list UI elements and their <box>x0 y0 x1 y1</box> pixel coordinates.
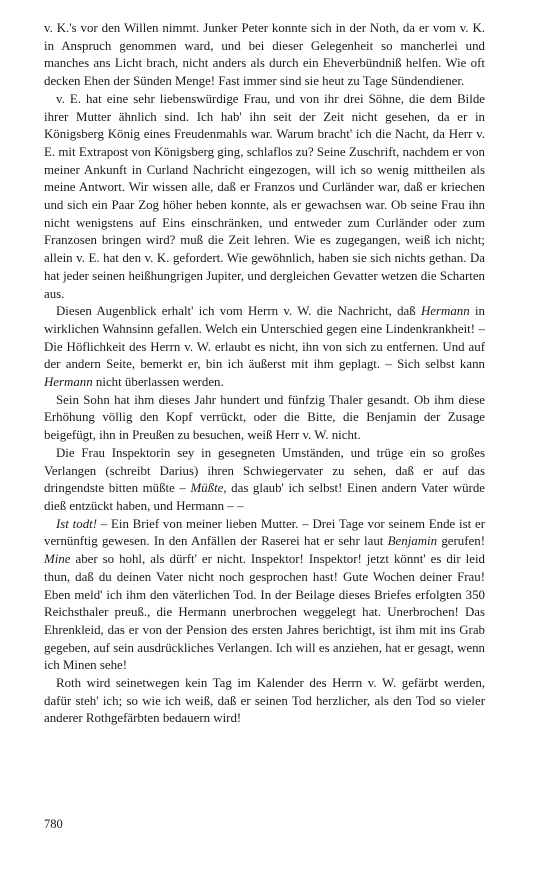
text-run: in wirklichen Wahnsinn gefallen. Welch ein Unterschied gegen eine Lindenkrankheit! – Die Höflichkeit des Herrn v. W. erlaubt es nicht, ihn von sich zu entfernen. Und auf der andern Seite, bemerkt er, bin ich äußerst mit ihm geplagt. – Sich selbst kann <box>44 304 486 372</box>
text-run: nicht überlassen werden. <box>92 375 224 390</box>
paragraph <box>44 516 485 675</box>
text-run: aber so hohl, als dürft' er nicht. Inspektor! Inspektor! jetzt könnt' es dir leid thun, daß du deinen Vater nicht noch gesprochen hast! Gute Wochen deiner Frau! Eben meld' ich ihm den väterlichen Tod. In der Beilage dieses Briefes erfolgten 350 Reichsthaler preuß., die Hermann unerbrochen weggelegt hat. Unerbrochen! Das Ehrenkleid, das er von der Pension des ersten Jahres berichtigt, ist ihm mit ins Grab gegeben, auf sein ausdrückliches Verlangen. Ich will es anziehen, hat er gesagt, wenn ich Minen sehe! <box>44 552 485 673</box>
emphasized-text: Ist todt! <box>56 516 98 531</box>
paragraph <box>44 445 485 516</box>
emphasized-text: Mine <box>44 552 71 567</box>
text-run: – Ein Brief von meiner lieben Mutter. – Drei Tage vor seinem Ende ist er vernünftig gewesen. In den Anfällen der Raserei hat er sehr laut <box>44 516 485 549</box>
text-run: Diesen Augenblick erhalt' ich vom Herrn v. W. die Nachricht, daß <box>56 304 421 319</box>
text-run: Sein Sohn hat ihm dieses Jahr hundert und fünfzig Thaler gesandt. Ob ihm diese Erhöhung völlig den Kopf verrückt, oder die Bitte, die Benjamin der Zusage beigefügt, ihn in Preußen zu besuchen, weiß Herr v. W. nicht. <box>44 392 485 443</box>
paragraph <box>44 303 485 392</box>
paragraph <box>44 392 485 445</box>
emphasized-text: Benjamin <box>387 534 438 549</box>
page-number: 780 <box>44 817 63 831</box>
paragraph <box>44 20 485 91</box>
paragraph <box>44 91 485 303</box>
text-run: Die Frau Inspektorin sey in gesegneten Umständen, und trüge ein so großes Verlangen (schreibt Darius) ihren Schwiegervater zu sehen, daß er auf das dringendste bitten müßte – <box>44 445 485 496</box>
emphasized-text: Hermann <box>44 375 93 390</box>
emphasized-text: Hermann <box>420 304 470 319</box>
text-run: gerufen! <box>437 534 485 549</box>
emphasized-text: Müßte <box>190 481 224 496</box>
text-run: v. E. hat eine sehr liebenswürdige Frau, und von ihr drei Söhne, die dem Bilde ihrer Mutter ähnlich sind. Ich hab' ihn seit der Zeit nicht gesehen, da er in Königsberg König eines Freudenmahls war. Warum bracht' ich die Nacht, da Herr v. E. mit Extrapost von Königsberg ging, schlaflos zu? Seine Zuschrift, nachdem er von meiner Ankunft in Curland Nachricht eingezogen, will ich so wenig mittheilen als meine Antwort. Wir wissen alle, daß er Franzos und Curländer war, daß er kriechen und sich ein Paar Zog höher heben konnte, als er gewachsen war. Ob seine Frau ihn nicht wenigstens auf Eins einschränken, und entweder zum Curländer oder zum Franzosen bringen wird? muß die Zeit lehren. Wie es zugegangen, weiß ich nicht; allein v. E. hat den v. K. gefordert. Wie gewöhnlich, haben sie sich nichts gethan. Da hat jeder seinen heißhungrigen Jupiter, und dergleichen Gevatter wetzen die Scharten aus. <box>44 91 485 301</box>
text-run: Roth wird seinetwegen kein Tag im Kalender des Herrn v. W. gefärbt werden, dafür steh' ich; so wie ich weiß, daß er seinen Tod herzlicher, als den Tod so vieler anderer Rothgefärbten bedauern wird! <box>44 676 485 726</box>
text-run: , das glaub' ich selbst! Einen andern Vater würde dieß entzückt haben, und Hermann – – <box>44 481 485 513</box>
body-text <box>44 20 485 728</box>
text-run: v. K.'s vor den Willen nimmt. Junker Peter konnte sich in der Noth, da er vom v. K. in Anspruch genommen ward, und bei dieser Gelegenheit so mancherlei und manches ans Licht brach, nicht anders als durch ein Eheverbündniß helfen. Wie oft decken Ehen der Sünden Menge! Fast immer sind sie heut zu Tage Sündendiener. <box>44 21 485 89</box>
paragraph <box>44 675 485 728</box>
